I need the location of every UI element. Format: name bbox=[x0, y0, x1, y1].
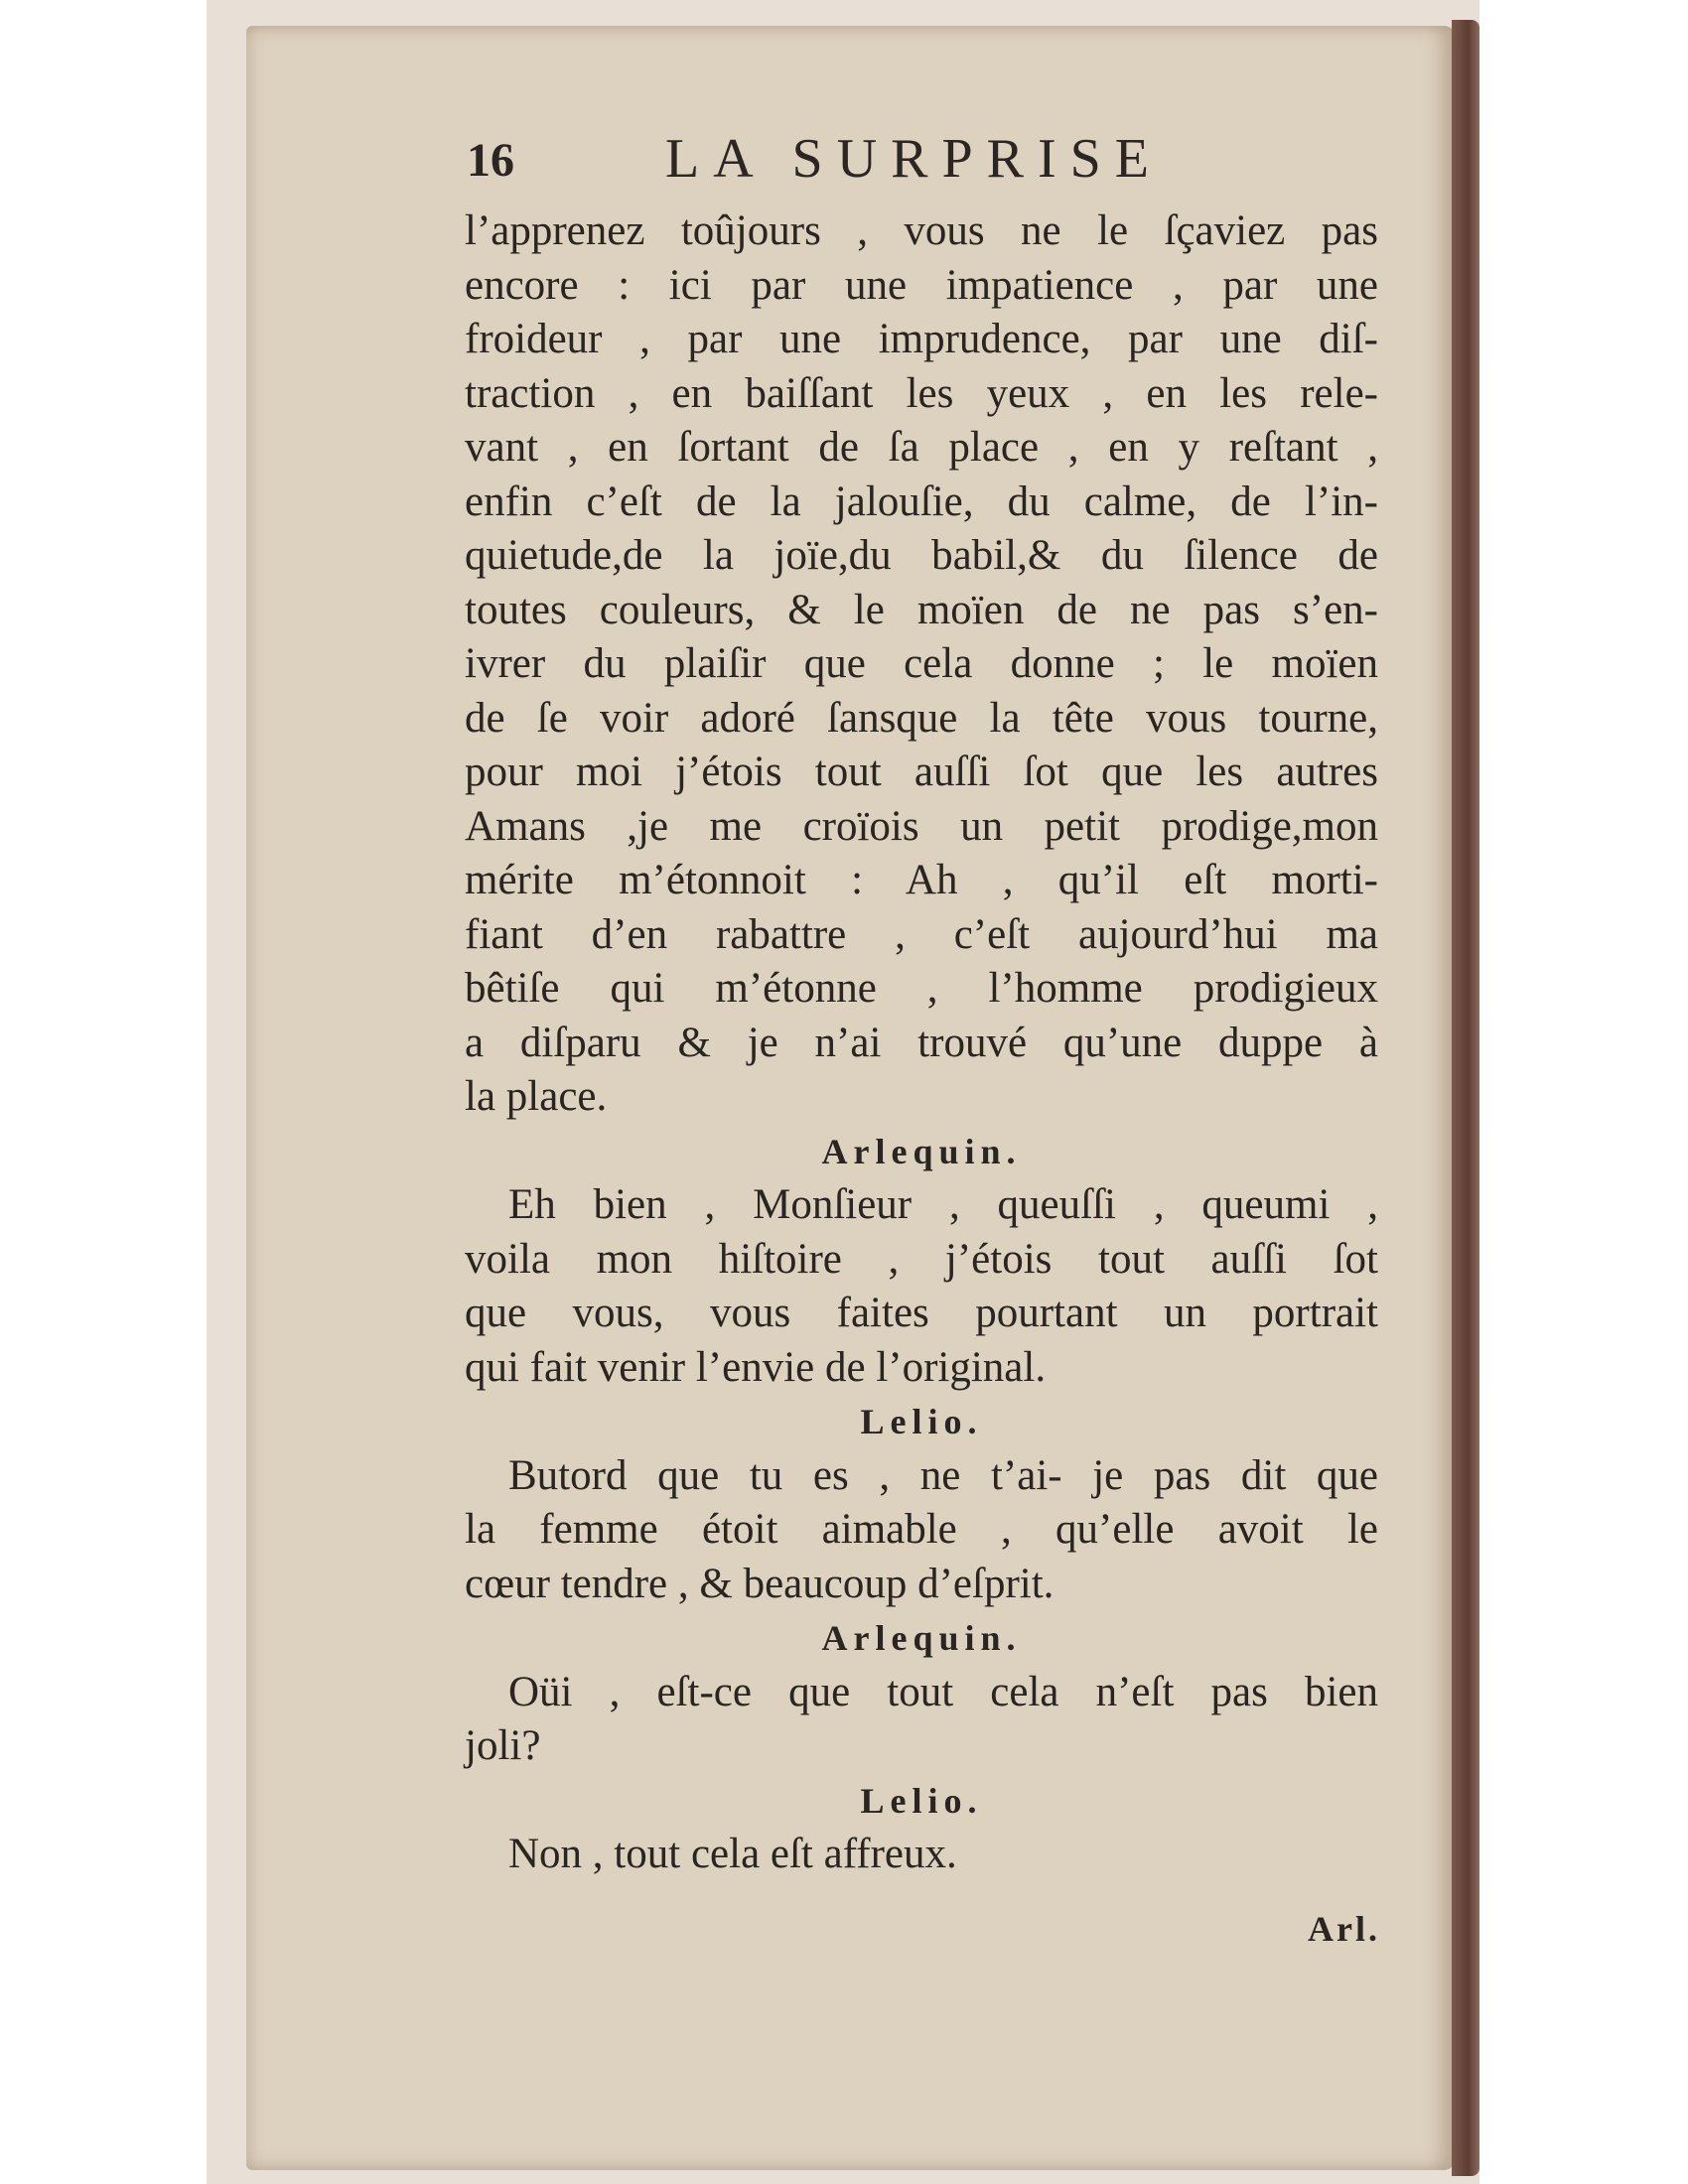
speaker-heading: Arlequin. bbox=[821, 1618, 1022, 1658]
catchword: Arl. bbox=[1308, 1909, 1380, 1949]
book-binding-edge bbox=[1452, 20, 1479, 2176]
text-line: quietude,de la joïe,du babil,& du ſilence de bbox=[465, 532, 1378, 579]
text-line: enfin c’eſt de la jalouſie, du calme, de l’in- bbox=[465, 478, 1378, 525]
speech-line: la femme étoit aimable , qu’elle avoit le bbox=[465, 1506, 1378, 1553]
page-text bbox=[465, 205, 1378, 1882]
speech-line: que vous, vous faites pourtant un portrait bbox=[465, 1290, 1378, 1336]
page-header bbox=[467, 127, 1241, 197]
running-title: LA SURPRISE bbox=[665, 128, 1163, 190]
text-line: vant , en ſortant de ſa place , en y reſtant , bbox=[465, 424, 1378, 471]
speech-line: Oüi , eſt-ce que tout cela n’eſt pas bien bbox=[508, 1668, 1378, 1715]
text-line: la place. bbox=[465, 1073, 608, 1120]
text-line: mérite m’étonnoit : Ah , qu’il eſt morti- bbox=[465, 857, 1378, 903]
speaker-heading: Arlequin. bbox=[821, 1131, 1022, 1171]
speech-line: joli? bbox=[465, 1722, 541, 1769]
text-line: encore : ici par une impatience , par une bbox=[465, 261, 1378, 309]
speaker-heading: Lelio. bbox=[860, 1402, 983, 1441]
speaker-heading: Lelio. bbox=[860, 1780, 983, 1821]
text-line: pour moi j’étois tout auſſi ſot que les autres bbox=[465, 749, 1378, 795]
text-line: de ſe voir adoré ſansque la tête vous tourne, bbox=[465, 694, 1378, 742]
speech-line: voila mon hiſtoire , j’étois tout auſſi ſot bbox=[465, 1235, 1378, 1283]
text-line: l’apprenez toûjours , vous ne le ſçaviez pas bbox=[465, 207, 1378, 254]
text-line: fiant d’en rabattre , c’eſt aujourd’hui ma bbox=[465, 910, 1378, 958]
page-number: 16 bbox=[467, 134, 514, 187]
text-line: Amans ,je me croïois un petit prodige,mon bbox=[465, 802, 1378, 850]
text-line: bêtiſe qui m’étonne , l’homme prodigieux bbox=[465, 965, 1378, 1012]
text-line: toutes couleurs, & le moïen de ne pas s’en- bbox=[465, 586, 1378, 633]
speech-line: Eh bien , Monſieur , queuſſi , queumi , bbox=[508, 1181, 1378, 1228]
text-line: traction , en baiſſant les yeux , en les rele- bbox=[465, 369, 1378, 417]
speech-line: cœur tendre , & beaucoup d’eſprit. bbox=[465, 1560, 1055, 1607]
text-line: froideur , par une imprudence, par une diſ- bbox=[465, 316, 1378, 362]
speech-line: Non , tout cela eſt affreux. bbox=[508, 1831, 957, 1877]
speech-line: qui fait venir l’envie de l’original. bbox=[465, 1343, 1047, 1391]
speech-line: Butord que tu es , ne t’ai- je pas dit que bbox=[508, 1451, 1378, 1499]
text-line: ivrer du plaiſir que cela donne ; le moïen bbox=[465, 640, 1378, 687]
text-line: a diſparu & je n’ai trouvé qu’une duppe à bbox=[465, 1019, 1378, 1066]
